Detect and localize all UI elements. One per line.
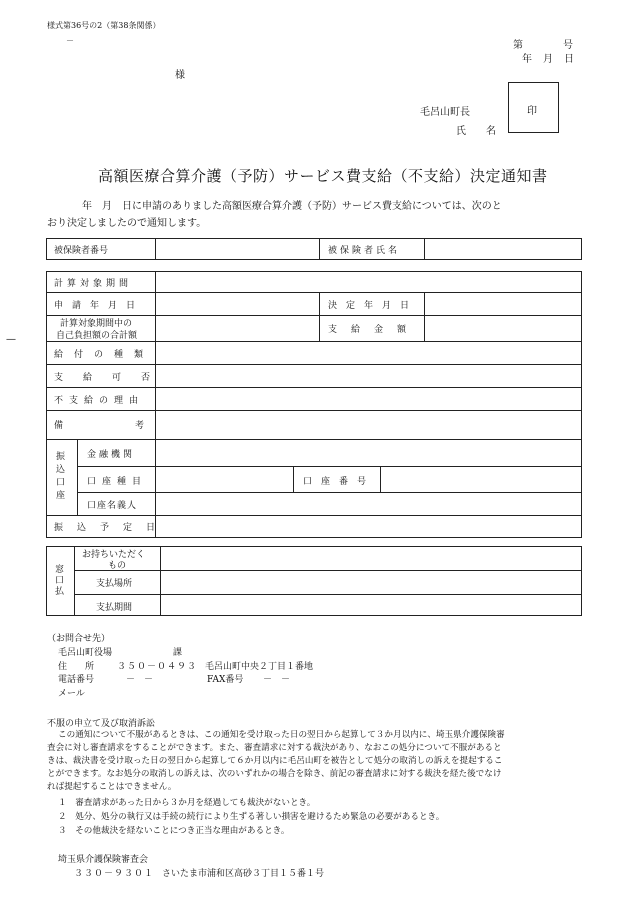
- intro-line1: 年 月 日に申請のありました高額医療合算介護（予防）サービス費支給については、次のと: [82, 201, 502, 212]
- contact-phone-label: 電話番号: [58, 675, 95, 685]
- appeal-paragraph-line2: 査会に対し審査請求をすることができます。また、審査請求に対する裁決があり、なおこの処分について不服があると: [47, 743, 502, 753]
- dash-mark: －: [66, 36, 74, 45]
- review-council-postal: ３３０－９３０１: [74, 869, 155, 879]
- contact-office: 毛呂山町役場: [58, 648, 113, 658]
- account-holder-label: 口座名義人: [87, 501, 138, 511]
- contact-fax-label: FAX番号: [207, 675, 244, 685]
- seal-mark: 印: [527, 106, 537, 117]
- approval-label: 支給可否: [54, 373, 171, 383]
- appeal-item-3: ３ その他裁決を経ないことにつき正当な理由があるとき。: [58, 826, 290, 836]
- intro-line2: おり決定しましたので通知します。: [47, 218, 207, 229]
- addressee-suffix: 様: [175, 70, 185, 81]
- appeal-item-1: １ 審査請求があった日から３か月を経過しても裁決がないとき。: [58, 798, 316, 808]
- contact-heading: （お問合せ先）: [47, 634, 111, 644]
- date-tsuki: 月: [543, 54, 553, 65]
- review-council-name: 埼玉県介護保険審査会: [58, 855, 149, 865]
- no-pay-reason-label: 不支給の理由: [54, 396, 145, 406]
- appeal-paragraph-line5: れば提起することはできません。: [47, 782, 177, 792]
- account-type-label: 口座種目: [87, 477, 148, 487]
- contact-mail-label: メール: [58, 689, 85, 699]
- payment-period-label: 支払期間: [96, 603, 133, 613]
- seal-box: [508, 82, 559, 133]
- date-hi: 日: [564, 54, 574, 65]
- insured-name-label: 被保険者氏名: [328, 246, 401, 256]
- items-to-bring-label-1: お持ちいただく: [82, 550, 146, 560]
- payment-place-label: 支払場所: [96, 579, 133, 589]
- margin-mark: —: [6, 334, 16, 345]
- items-to-bring-label-2: もの: [108, 561, 127, 571]
- self-pay-total-label-2: 自己負担額の合計額: [56, 331, 138, 341]
- transfer-account-group-label: 振込口座: [56, 452, 66, 501]
- account-number-label: 口座番号: [303, 477, 376, 487]
- apply-date-label: 申請年月日: [54, 301, 145, 311]
- form-number: 様式第36号の2（第38条関係）: [47, 21, 161, 30]
- calc-period-label: 計算対象期間: [54, 279, 133, 289]
- appeal-heading: 不服の申立て及び取消訴訟: [47, 719, 156, 729]
- payment-amount-label: 支給金額: [328, 325, 421, 335]
- mayor-name-label: 氏 名: [456, 126, 496, 137]
- mayor-title: 毛呂山町長: [420, 107, 470, 118]
- doc-number-gou: 号: [563, 40, 573, 51]
- date-nen: 年: [522, 54, 532, 65]
- page-title: 高額医療合算介護（予防）サービス費支給（不支給）決定通知書: [98, 167, 548, 185]
- contact-address: 毛呂山町中央２丁目１番地: [205, 662, 314, 672]
- transfer-date-label: 振込予定日: [54, 523, 170, 533]
- insured-number-label: 被保険者番号: [54, 246, 109, 256]
- benefit-type-label: 給付の種類: [54, 350, 155, 360]
- appeal-paragraph-line1: この通知について不服があるときは、この通知を受け取った日の翌日から起算して３か月以内に、埼玉県介護保険審: [58, 730, 505, 740]
- self-pay-total-label-1: 計算対象期間中の: [60, 319, 133, 329]
- bank-label: 金融機関: [87, 450, 136, 460]
- appeal-paragraph-line3: きは、裁決書を受け取った日の翌日から起算して６か月以内に毛呂山町を被告として処分の取消しの訴えを提起するこ: [47, 756, 503, 766]
- doc-number-dai: 第: [513, 40, 523, 51]
- remarks-label: 備考: [54, 421, 217, 431]
- contact-fax-value: － －: [263, 675, 291, 685]
- contact-phone-value: － －: [126, 675, 154, 685]
- appeal-paragraph-line4: とができます。なお処分の取消しの訴えは、次のいずれかの場合を除き、前記の審査請求に対する裁決を経た後でなけ: [47, 769, 502, 779]
- contact-section: 課: [173, 648, 183, 658]
- decision-date-label: 決定年月日: [328, 301, 419, 311]
- window-payment-group-label: 窓口払: [55, 565, 65, 597]
- contact-address-label: 住 所: [58, 662, 95, 672]
- contact-postal: ３５０－０４９３: [117, 662, 198, 672]
- appeal-item-2: ２ 処分、処分の執行又は手続の続行により生ずる著しい損害を避けるため緊急の必要があるとき。: [58, 812, 445, 822]
- review-council-address: さいたま市浦和区高砂３丁目１５番１号: [162, 869, 325, 879]
